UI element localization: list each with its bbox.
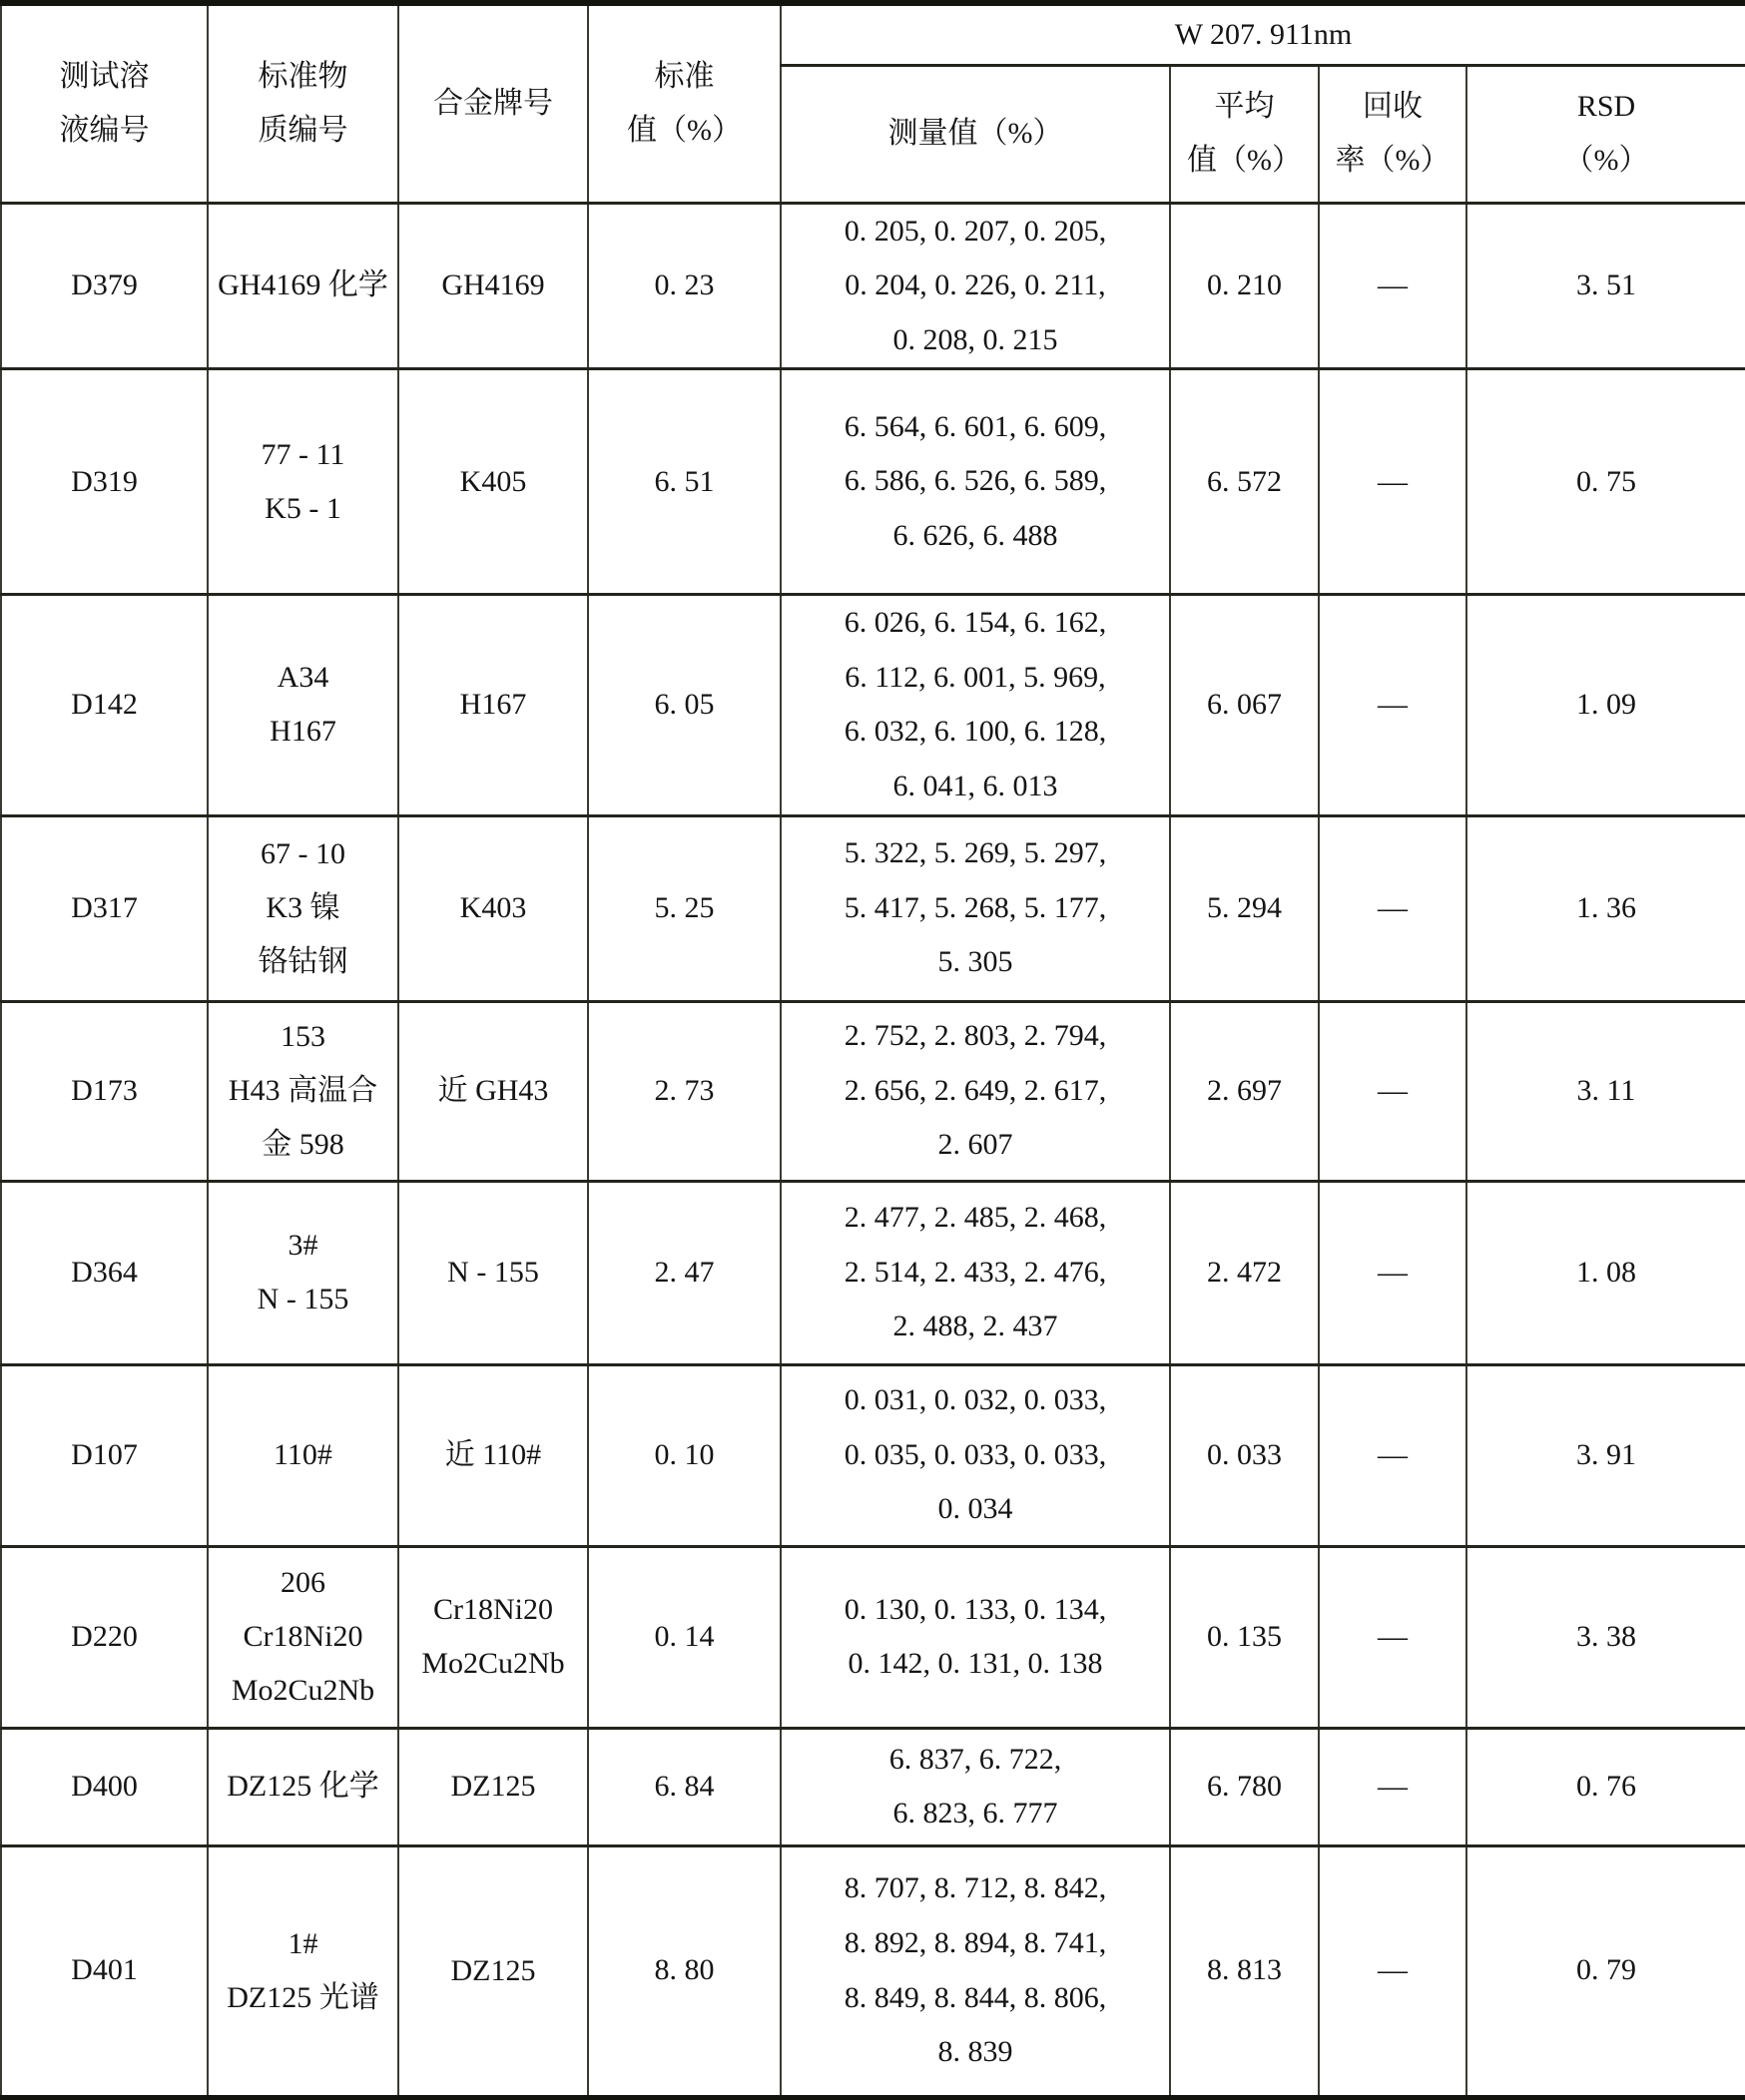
rsd-cell: 3. 38 [1466, 1546, 1745, 1728]
cell-line: 0. 035, 0. 033, 0. 033, [844, 1437, 1107, 1471]
cell-line: 8. 892, 8. 894, 8. 741, [844, 1926, 1107, 1960]
solution-id-cell: D107 [1, 1364, 208, 1546]
cell-line: H167 [270, 715, 336, 749]
cell-line: K3 镍 [266, 891, 340, 925]
header-line: 标准 [654, 59, 715, 93]
table-row [1, 203, 1745, 369]
cell-line: 5. 417, 5. 268, 5. 177, [844, 890, 1107, 924]
table-row [1, 1728, 1745, 1845]
header-rsd [1466, 65, 1745, 203]
cell-line: 2. 752, 2. 803, 2. 794, [844, 1019, 1107, 1053]
cell-line: A34 [277, 661, 329, 695]
header-line: 液编号 [59, 113, 150, 147]
standard-material-cell [208, 595, 398, 815]
cell-line: 110# [274, 1438, 332, 1472]
cell-line: 3# [288, 1229, 318, 1263]
cell-line: 6. 026, 6. 154, 6. 162, [844, 606, 1107, 640]
header-standard-material [208, 3, 398, 203]
header-row-group [1, 3, 1745, 65]
solution-id-cell: D317 [1, 815, 208, 1001]
cell-line: 0. 205, 0. 207, 0. 205, [844, 214, 1107, 248]
cell-line: 6. 112, 6. 001, 5. 969, [845, 660, 1106, 694]
recovery-rate-cell: — [1319, 203, 1466, 369]
table-row [1, 1181, 1745, 1364]
cell-line: 2. 488, 2. 437 [892, 1310, 1058, 1343]
rsd-cell: 1. 09 [1466, 595, 1745, 815]
table-header [1, 3, 1745, 203]
header-measured-values: 测量值（%） [781, 65, 1170, 203]
rsd-cell: 0. 75 [1466, 369, 1745, 595]
standard-material-cell [208, 1364, 398, 1546]
cell-line: 6. 823, 6. 777 [892, 1797, 1058, 1831]
alloy-grade-cell [398, 1001, 588, 1181]
cell-line: N - 155 [257, 1283, 349, 1316]
cell-line: DZ125 光谱 [227, 1980, 379, 2014]
average-value-cell: 0. 135 [1170, 1546, 1319, 1728]
recovery-rate-cell: — [1319, 1001, 1466, 1181]
alloy-grade-cell [398, 369, 588, 595]
rsd-cell: 1. 08 [1466, 1181, 1745, 1364]
recovery-rate-cell: — [1319, 369, 1466, 595]
header-alloy-grade: 合金牌号 [398, 3, 588, 203]
cell-line: 0. 031, 0. 032, 0. 033, [844, 1383, 1107, 1417]
rsd-cell: 1. 36 [1466, 815, 1745, 1001]
header-line: 平均 [1214, 90, 1275, 123]
average-value-cell: 0. 033 [1170, 1364, 1319, 1546]
recovery-rate-cell: — [1319, 1728, 1466, 1845]
average-value-cell: 8. 813 [1170, 1845, 1319, 2097]
header-line: 率（%） [1335, 144, 1451, 177]
measured-values-cell [781, 1728, 1170, 1845]
header-recovery-rate [1319, 65, 1466, 203]
recovery-rate-cell: — [1319, 1364, 1466, 1546]
table-row [1, 1001, 1745, 1181]
table-row [1, 595, 1745, 815]
alloy-grade-cell [398, 1546, 588, 1728]
cell-line: 206 [281, 1566, 325, 1600]
cell-line: H167 [459, 688, 527, 722]
cell-line: 2. 656, 2. 649, 2. 617, [844, 1073, 1107, 1107]
cell-line: 近 110# [444, 1438, 542, 1472]
cell-line: DZ125 [450, 1953, 536, 1987]
standard-material-cell [208, 815, 398, 1001]
average-value-cell: 2. 472 [1170, 1181, 1319, 1364]
cell-line: 6. 041, 6. 013 [892, 770, 1058, 803]
solution-id-cell: D400 [1, 1728, 208, 1845]
cell-line: Mo2Cu2Nb [231, 1674, 375, 1708]
standard-value-cell: 8. 80 [588, 1845, 781, 2097]
standard-value-cell: 2. 73 [588, 1001, 781, 1181]
cell-line: 6. 837, 6. 722, [888, 1742, 1062, 1776]
average-value-cell: 6. 572 [1170, 369, 1319, 595]
solution-id-cell: D379 [1, 203, 208, 369]
standard-material-cell [208, 1181, 398, 1364]
cell-line: GH4169 化学 [218, 268, 388, 302]
cell-line: 8. 849, 8. 844, 8. 806, [844, 1980, 1107, 2014]
table-row [1, 1845, 1745, 2097]
cell-line: 0. 208, 0. 215 [892, 322, 1058, 356]
cell-line: 153 [281, 1020, 325, 1054]
header-standard-value [588, 3, 781, 203]
header-line: 值（%） [1187, 144, 1302, 177]
header-line: 测试溶 [59, 59, 150, 93]
cell-line: 2. 514, 2. 433, 2. 476, [844, 1255, 1107, 1289]
rsd-cell: 3. 11 [1466, 1001, 1745, 1181]
header-line: （%） [1563, 144, 1649, 177]
standard-material-cell [208, 203, 398, 369]
standard-value-cell: 6. 05 [588, 595, 781, 815]
cell-line: 近 GH43 [437, 1074, 549, 1108]
average-value-cell: 0. 210 [1170, 203, 1319, 369]
header-wavelength-group: W 207. 911nm [781, 3, 1745, 65]
average-value-cell: 2. 697 [1170, 1001, 1319, 1181]
measured-values-cell [781, 369, 1170, 595]
solution-id-cell: D319 [1, 369, 208, 595]
rsd-cell: 3. 91 [1466, 1364, 1745, 1546]
standard-value-cell: 2. 47 [588, 1181, 781, 1364]
solution-id-cell: D364 [1, 1181, 208, 1364]
cell-line: 6. 586, 6. 526, 6. 589, [844, 464, 1107, 498]
rsd-cell: 0. 76 [1466, 1728, 1745, 1845]
cell-line: 1# [288, 1926, 318, 1960]
cell-line: Cr18Ni20 [243, 1620, 363, 1654]
cell-line: 金 598 [262, 1128, 344, 1162]
measured-values-cell [781, 595, 1170, 815]
recovery-rate-cell: — [1319, 1845, 1466, 2097]
cell-line: 0. 130, 0. 133, 0. 134, [844, 1592, 1107, 1626]
recovery-rate-cell: — [1319, 815, 1466, 1001]
table-row [1, 1364, 1745, 1546]
rsd-cell: 3. 51 [1466, 203, 1745, 369]
average-value-cell: 6. 067 [1170, 595, 1319, 815]
cell-line: H43 高温合 [228, 1074, 378, 1108]
cell-line: GH4169 [441, 268, 545, 302]
solution-id-cell: D401 [1, 1845, 208, 2097]
recovery-rate-cell: — [1319, 1546, 1466, 1728]
header-line: 回收 [1363, 90, 1423, 123]
cell-line: N - 155 [447, 1256, 539, 1290]
measured-values-cell [781, 1845, 1170, 2097]
standard-material-cell [208, 369, 398, 595]
rsd-cell: 0. 79 [1466, 1845, 1745, 2097]
table-row [1, 1546, 1745, 1728]
recovery-rate-cell: — [1319, 1181, 1466, 1364]
header-solution-id [1, 3, 208, 203]
cell-line: 6. 626, 6. 488 [892, 519, 1058, 553]
standard-material-cell [208, 1546, 398, 1728]
table-body [1, 203, 1745, 2097]
cell-line: 8. 839 [937, 2035, 1013, 2069]
standard-value-cell: 0. 14 [588, 1546, 781, 1728]
standard-value-cell: 0. 23 [588, 203, 781, 369]
cell-line: 0. 142, 0. 131, 0. 138 [848, 1647, 1103, 1681]
cell-line: 铬钴钢 [258, 945, 348, 979]
cell-line: 2. 477, 2. 485, 2. 468, [844, 1201, 1107, 1235]
measured-values-cell [781, 1001, 1170, 1181]
alloy-grade-cell [398, 815, 588, 1001]
header-average-value [1170, 65, 1319, 203]
cell-line: K403 [459, 891, 527, 925]
standard-value-cell: 5. 25 [588, 815, 781, 1001]
standard-material-cell [208, 1001, 398, 1181]
standard-value-cell: 6. 51 [588, 369, 781, 595]
average-value-cell: 5. 294 [1170, 815, 1319, 1001]
cell-line: K405 [459, 464, 527, 498]
cell-line: 6. 032, 6. 100, 6. 128, [844, 715, 1107, 749]
standard-material-cell [208, 1845, 398, 2097]
alloy-grade-cell [398, 1364, 588, 1546]
cell-line: DZ125 [450, 1770, 536, 1804]
table-row [1, 815, 1745, 1001]
measured-values-cell [781, 1181, 1170, 1364]
cell-line: 77 - 11 [261, 437, 345, 471]
header-line: 值（%） [627, 113, 742, 147]
average-value-cell: 6. 780 [1170, 1728, 1319, 1845]
alloy-grade-cell [398, 595, 588, 815]
measured-values-cell [781, 1364, 1170, 1546]
header-line: RSD [1576, 90, 1636, 123]
header-line: 标准物 [258, 59, 348, 93]
cell-line: 5. 322, 5. 269, 5. 297, [844, 836, 1107, 870]
solution-id-cell: D142 [1, 595, 208, 815]
alloy-grade-cell [398, 1181, 588, 1364]
header-line: 质编号 [258, 113, 348, 147]
solution-id-cell: D173 [1, 1001, 208, 1181]
cell-line: Mo2Cu2Nb [421, 1647, 565, 1681]
cell-line: 5. 305 [937, 945, 1013, 979]
recovery-rate-cell: — [1319, 595, 1466, 815]
cell-line: 8. 707, 8. 712, 8. 842, [844, 1871, 1107, 1905]
cell-line: 0. 034 [937, 1492, 1013, 1526]
cell-line: DZ125 化学 [227, 1770, 379, 1804]
standard-material-cell [208, 1728, 398, 1845]
alloy-grade-cell [398, 1728, 588, 1845]
measured-values-cell [781, 203, 1170, 369]
alloy-grade-cell [398, 1845, 588, 2097]
cell-line: 2. 607 [937, 1128, 1013, 1162]
cell-line: Cr18Ni20 [433, 1593, 553, 1627]
standard-value-cell: 0. 10 [588, 1364, 781, 1546]
standard-value-cell: 6. 84 [588, 1728, 781, 1845]
cell-line: 0. 204, 0. 226, 0. 211, [845, 268, 1106, 302]
measured-values-cell [781, 1546, 1170, 1728]
table-row [1, 369, 1745, 595]
alloy-grade-cell [398, 203, 588, 369]
solution-id-cell: D220 [1, 1546, 208, 1728]
cell-line: K5 - 1 [265, 491, 341, 525]
measured-values-cell [781, 815, 1170, 1001]
cell-line: 6. 564, 6. 601, 6. 609, [844, 409, 1107, 443]
cell-line: 67 - 10 [261, 837, 345, 871]
